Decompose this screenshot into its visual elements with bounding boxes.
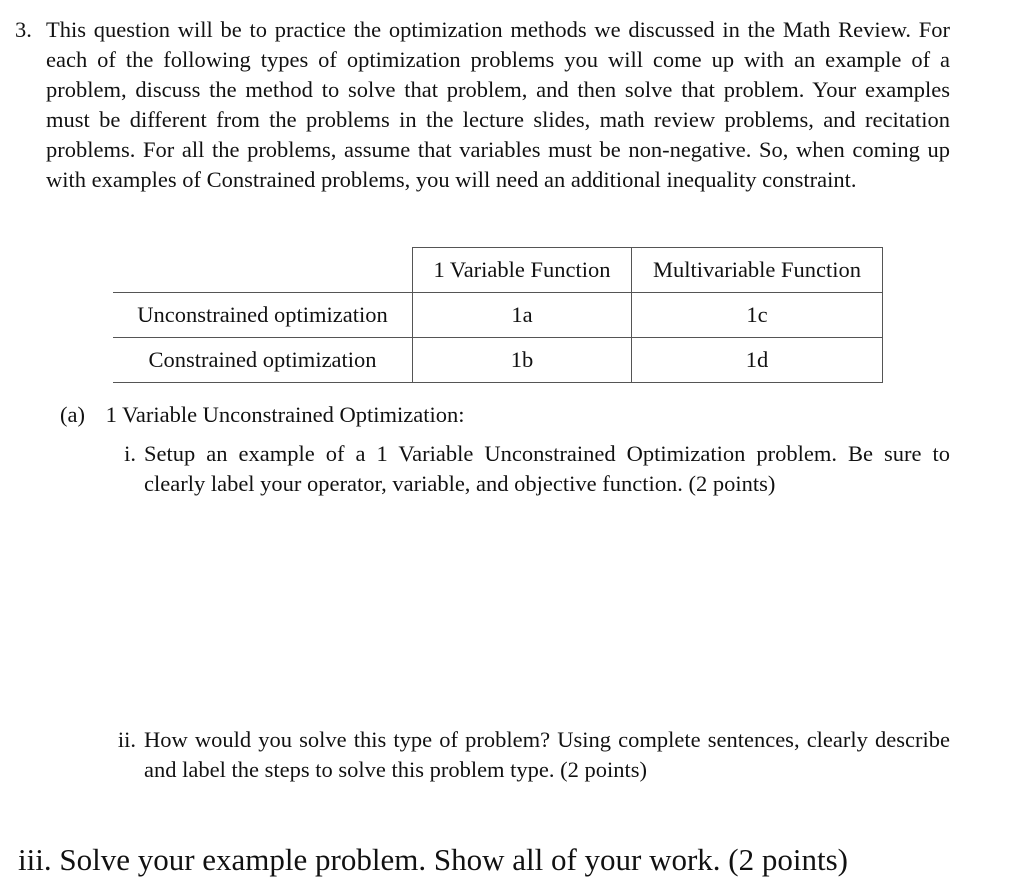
table-row bbox=[113, 293, 883, 338]
optimization-types-table bbox=[113, 247, 883, 383]
question-text: This question will be to practice the optimization methods we discussed in the Math Review. For each of the following types of optimization problems you will come up with an example of a problem, discuss the method to solve that problem, and then solve that problem. Your examples must be different from the problems in the lecture slides, math review problems, and recitation problems. For all the problems, assume that variables must be non-negative. So, when coming up with examples of Constrained problems, you will need an additional inequality constraint. bbox=[46, 17, 950, 192]
row-label-unconstrained: Unconstrained optimization bbox=[113, 293, 413, 338]
row-label-constrained: Constrained optimization bbox=[113, 338, 413, 383]
item-i-number: i. bbox=[124, 441, 136, 466]
table-header-multivariable: Multivariable Function bbox=[632, 248, 883, 293]
table-header-empty bbox=[113, 248, 413, 293]
item-iii-number: iii. bbox=[18, 842, 52, 877]
item-i-text: Setup an example of a 1 Variable Unconstrained Optimization problem. Be sure to clearly label your operator, variable, and objective function. (2 points) bbox=[144, 441, 950, 496]
question-number: 3. bbox=[15, 17, 32, 42]
cell-1a: 1a bbox=[413, 293, 632, 338]
item-iii bbox=[18, 840, 848, 880]
table-row bbox=[113, 338, 883, 383]
cell-1d: 1d bbox=[632, 338, 883, 383]
table-header-row bbox=[113, 248, 883, 293]
table-header-1-variable: 1 Variable Function bbox=[413, 248, 632, 293]
cell-1c: 1c bbox=[632, 293, 883, 338]
part-a-heading bbox=[60, 400, 465, 430]
item-iii-text: Solve your example problem. Show all of your work. (2 points) bbox=[59, 842, 848, 877]
item-ii-text: How would you solve this type of problem? Using complete sentences, clearly describe and label the steps to solve this problem type. (2 points) bbox=[144, 727, 950, 782]
cell-1b: 1b bbox=[413, 338, 632, 383]
part-a-label: (a) bbox=[60, 402, 85, 427]
item-ii-number: ii. bbox=[117, 727, 136, 752]
part-a-title: 1 Variable Unconstrained Optimization: bbox=[105, 402, 465, 427]
